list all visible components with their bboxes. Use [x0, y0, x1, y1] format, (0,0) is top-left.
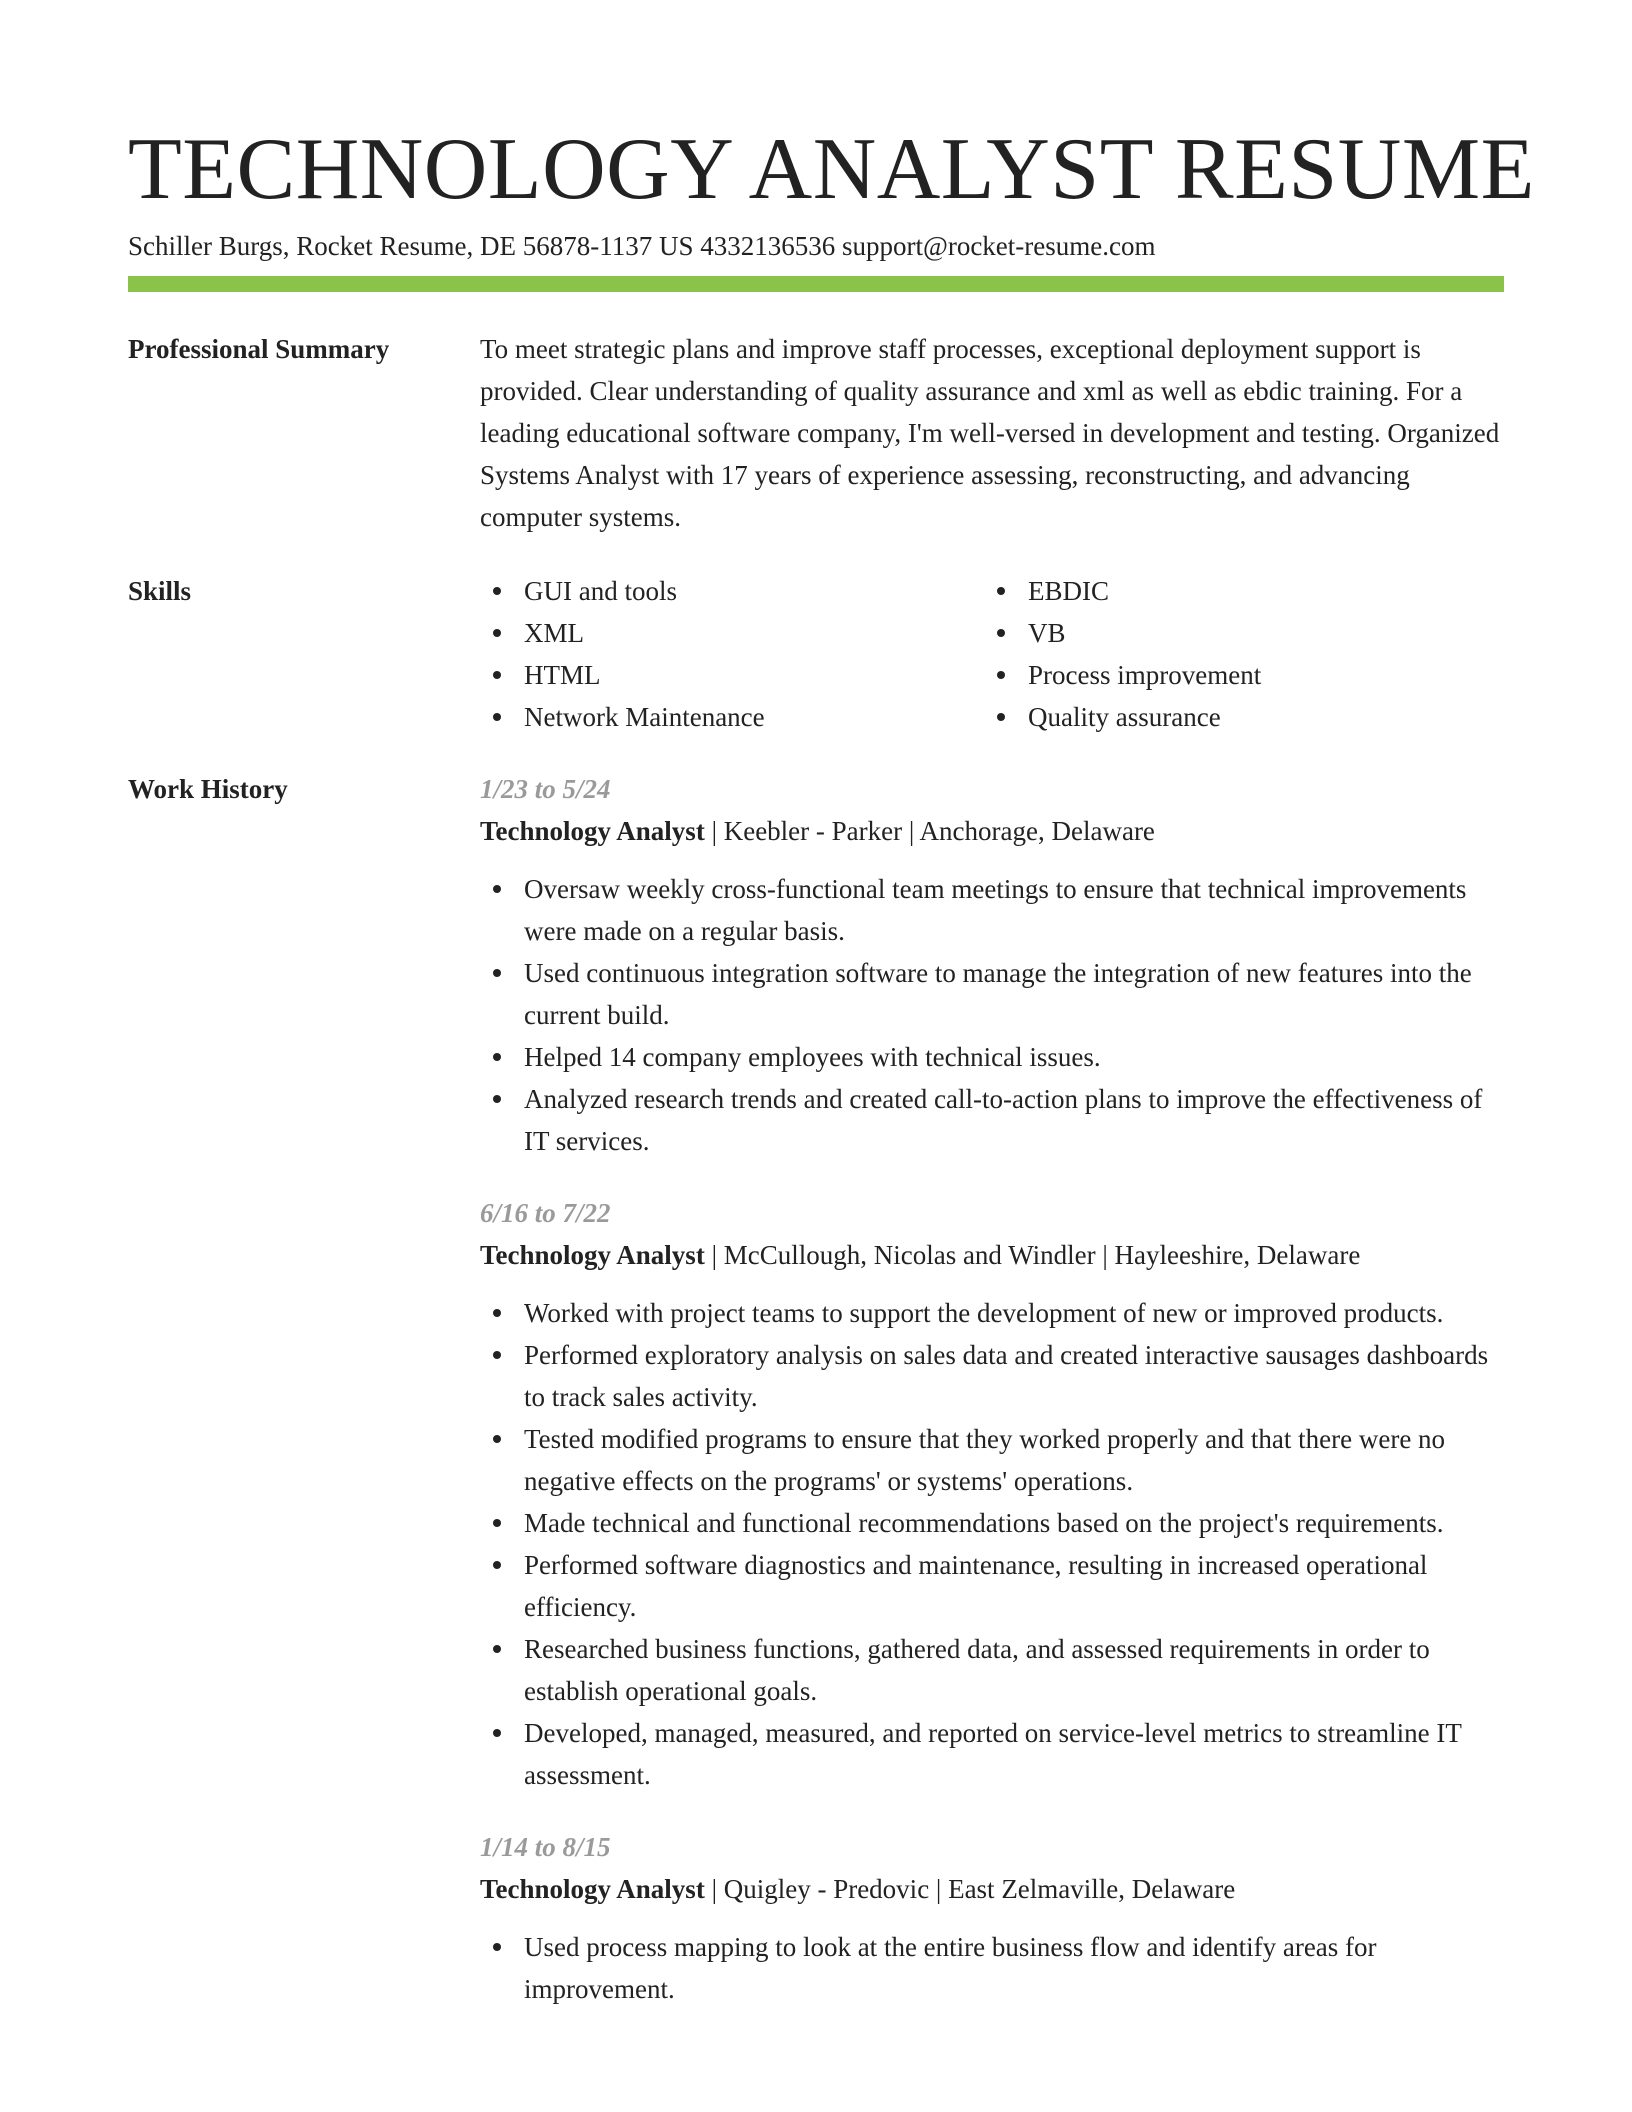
job-entry	[480, 1826, 1504, 2010]
job-bullets	[480, 1292, 1504, 1796]
skill-item: HTML	[480, 654, 984, 696]
skill-item: EBDIC	[984, 570, 1488, 612]
skill-item: GUI and tools	[480, 570, 984, 612]
skill-item: XML	[480, 612, 984, 654]
summary-section	[128, 328, 1504, 538]
job-company: McCullough, Nicolas and Windler	[723, 1240, 1096, 1270]
job-separator: |	[1095, 1240, 1115, 1270]
work-history-body	[480, 768, 1504, 2010]
job-header	[480, 810, 1504, 852]
job-bullet: Made technical and functional recommendations based on the project's requirements.	[480, 1502, 1504, 1544]
skills-section	[128, 570, 1504, 738]
work-history-heading: Work History	[128, 774, 288, 804]
accent-divider	[128, 276, 1504, 292]
job-bullet: Developed, managed, measured, and reported on service-level metrics to streamline IT assessment.	[480, 1712, 1504, 1796]
work-history-section	[128, 768, 1504, 2010]
skill-item: Process improvement	[984, 654, 1488, 696]
job-bullets	[480, 1926, 1504, 2010]
job-separator: |	[704, 816, 724, 846]
skills-list-left	[480, 570, 984, 738]
job-dates: 6/16 to 7/22	[480, 1198, 611, 1228]
job-separator: |	[929, 1874, 949, 1904]
job-entry	[480, 768, 1504, 1162]
job-title: Technology Analyst	[480, 1240, 705, 1270]
summary-body	[480, 328, 1504, 538]
job-separator: |	[902, 816, 920, 846]
job-bullet: Researched business functions, gathered data, and assessed requirements in order to establish operational goals.	[480, 1628, 1504, 1712]
job-title: Technology Analyst	[480, 816, 705, 846]
job-company: Quigley - Predovic	[723, 1874, 930, 1904]
summary-heading: Professional Summary	[128, 334, 390, 364]
job-title: Technology Analyst	[480, 1874, 705, 1904]
job-bullet: Performed software diagnostics and maintenance, resulting in increased operational efficiency.	[480, 1544, 1504, 1628]
skill-item: VB	[984, 612, 1488, 654]
resume-page	[128, 120, 1535, 2010]
contact-line: Schiller Burgs, Rocket Resume, DE 56878-1137 US 4332136536 support@rocket-resume.com	[128, 231, 1156, 261]
job-company: Keebler - Parker	[723, 816, 903, 846]
skills-body	[480, 570, 1504, 738]
job-header	[480, 1868, 1504, 1910]
skills-list-right	[984, 570, 1488, 738]
job-separator: |	[704, 1240, 724, 1270]
skills-heading: Skills	[128, 576, 192, 606]
job-dates: 1/23 to 5/24	[480, 774, 611, 804]
job-bullet: Tested modified programs to ensure that they worked properly and that there were no negative effects on the programs' or systems' operations.	[480, 1418, 1504, 1502]
skill-item: Quality assurance	[984, 696, 1488, 738]
job-bullet: Helped 14 company employees with technical issues.	[480, 1036, 1504, 1078]
job-bullet: Analyzed research trends and created call-to-action plans to improve the effectiveness of IT services.	[480, 1078, 1504, 1162]
job-dates: 1/14 to 8/15	[480, 1832, 611, 1862]
job-bullet: Worked with project teams to support the development of new or improved products.	[480, 1292, 1504, 1334]
job-location: East Zelmaville, Delaware	[948, 1874, 1236, 1904]
job-bullet: Performed exploratory analysis on sales data and created interactive sausages dashboards to track sales activity.	[480, 1334, 1504, 1418]
job-bullet: Used process mapping to look at the entire business flow and identify areas for improvement.	[480, 1926, 1504, 2010]
job-bullet: Used continuous integration software to manage the integration of new features into the current build.	[480, 952, 1504, 1036]
job-location: Anchorage, Delaware	[919, 816, 1155, 846]
job-location: Hayleeshire, Delaware	[1114, 1240, 1361, 1270]
skill-item: Network Maintenance	[480, 696, 984, 738]
summary-text: To meet strategic plans and improve staff processes, exceptional deployment support is provided. Clear understanding of quality assurance and xml as well as ebdic training. For a leading educational software company, I'm well-versed in development and testing. Organized Systems Analyst with 17 years of experience assessing, reconstructing, and advancing computer systems.	[480, 334, 1500, 532]
job-entry	[480, 1192, 1504, 1796]
job-bullets	[480, 868, 1504, 1162]
job-separator: |	[704, 1874, 724, 1904]
resume-title: TECHNOLOGY ANALYST RESUME	[128, 121, 1535, 218]
job-header	[480, 1234, 1504, 1276]
job-bullet: Oversaw weekly cross-functional team meetings to ensure that technical improvements were made on a regular basis.	[480, 868, 1504, 952]
